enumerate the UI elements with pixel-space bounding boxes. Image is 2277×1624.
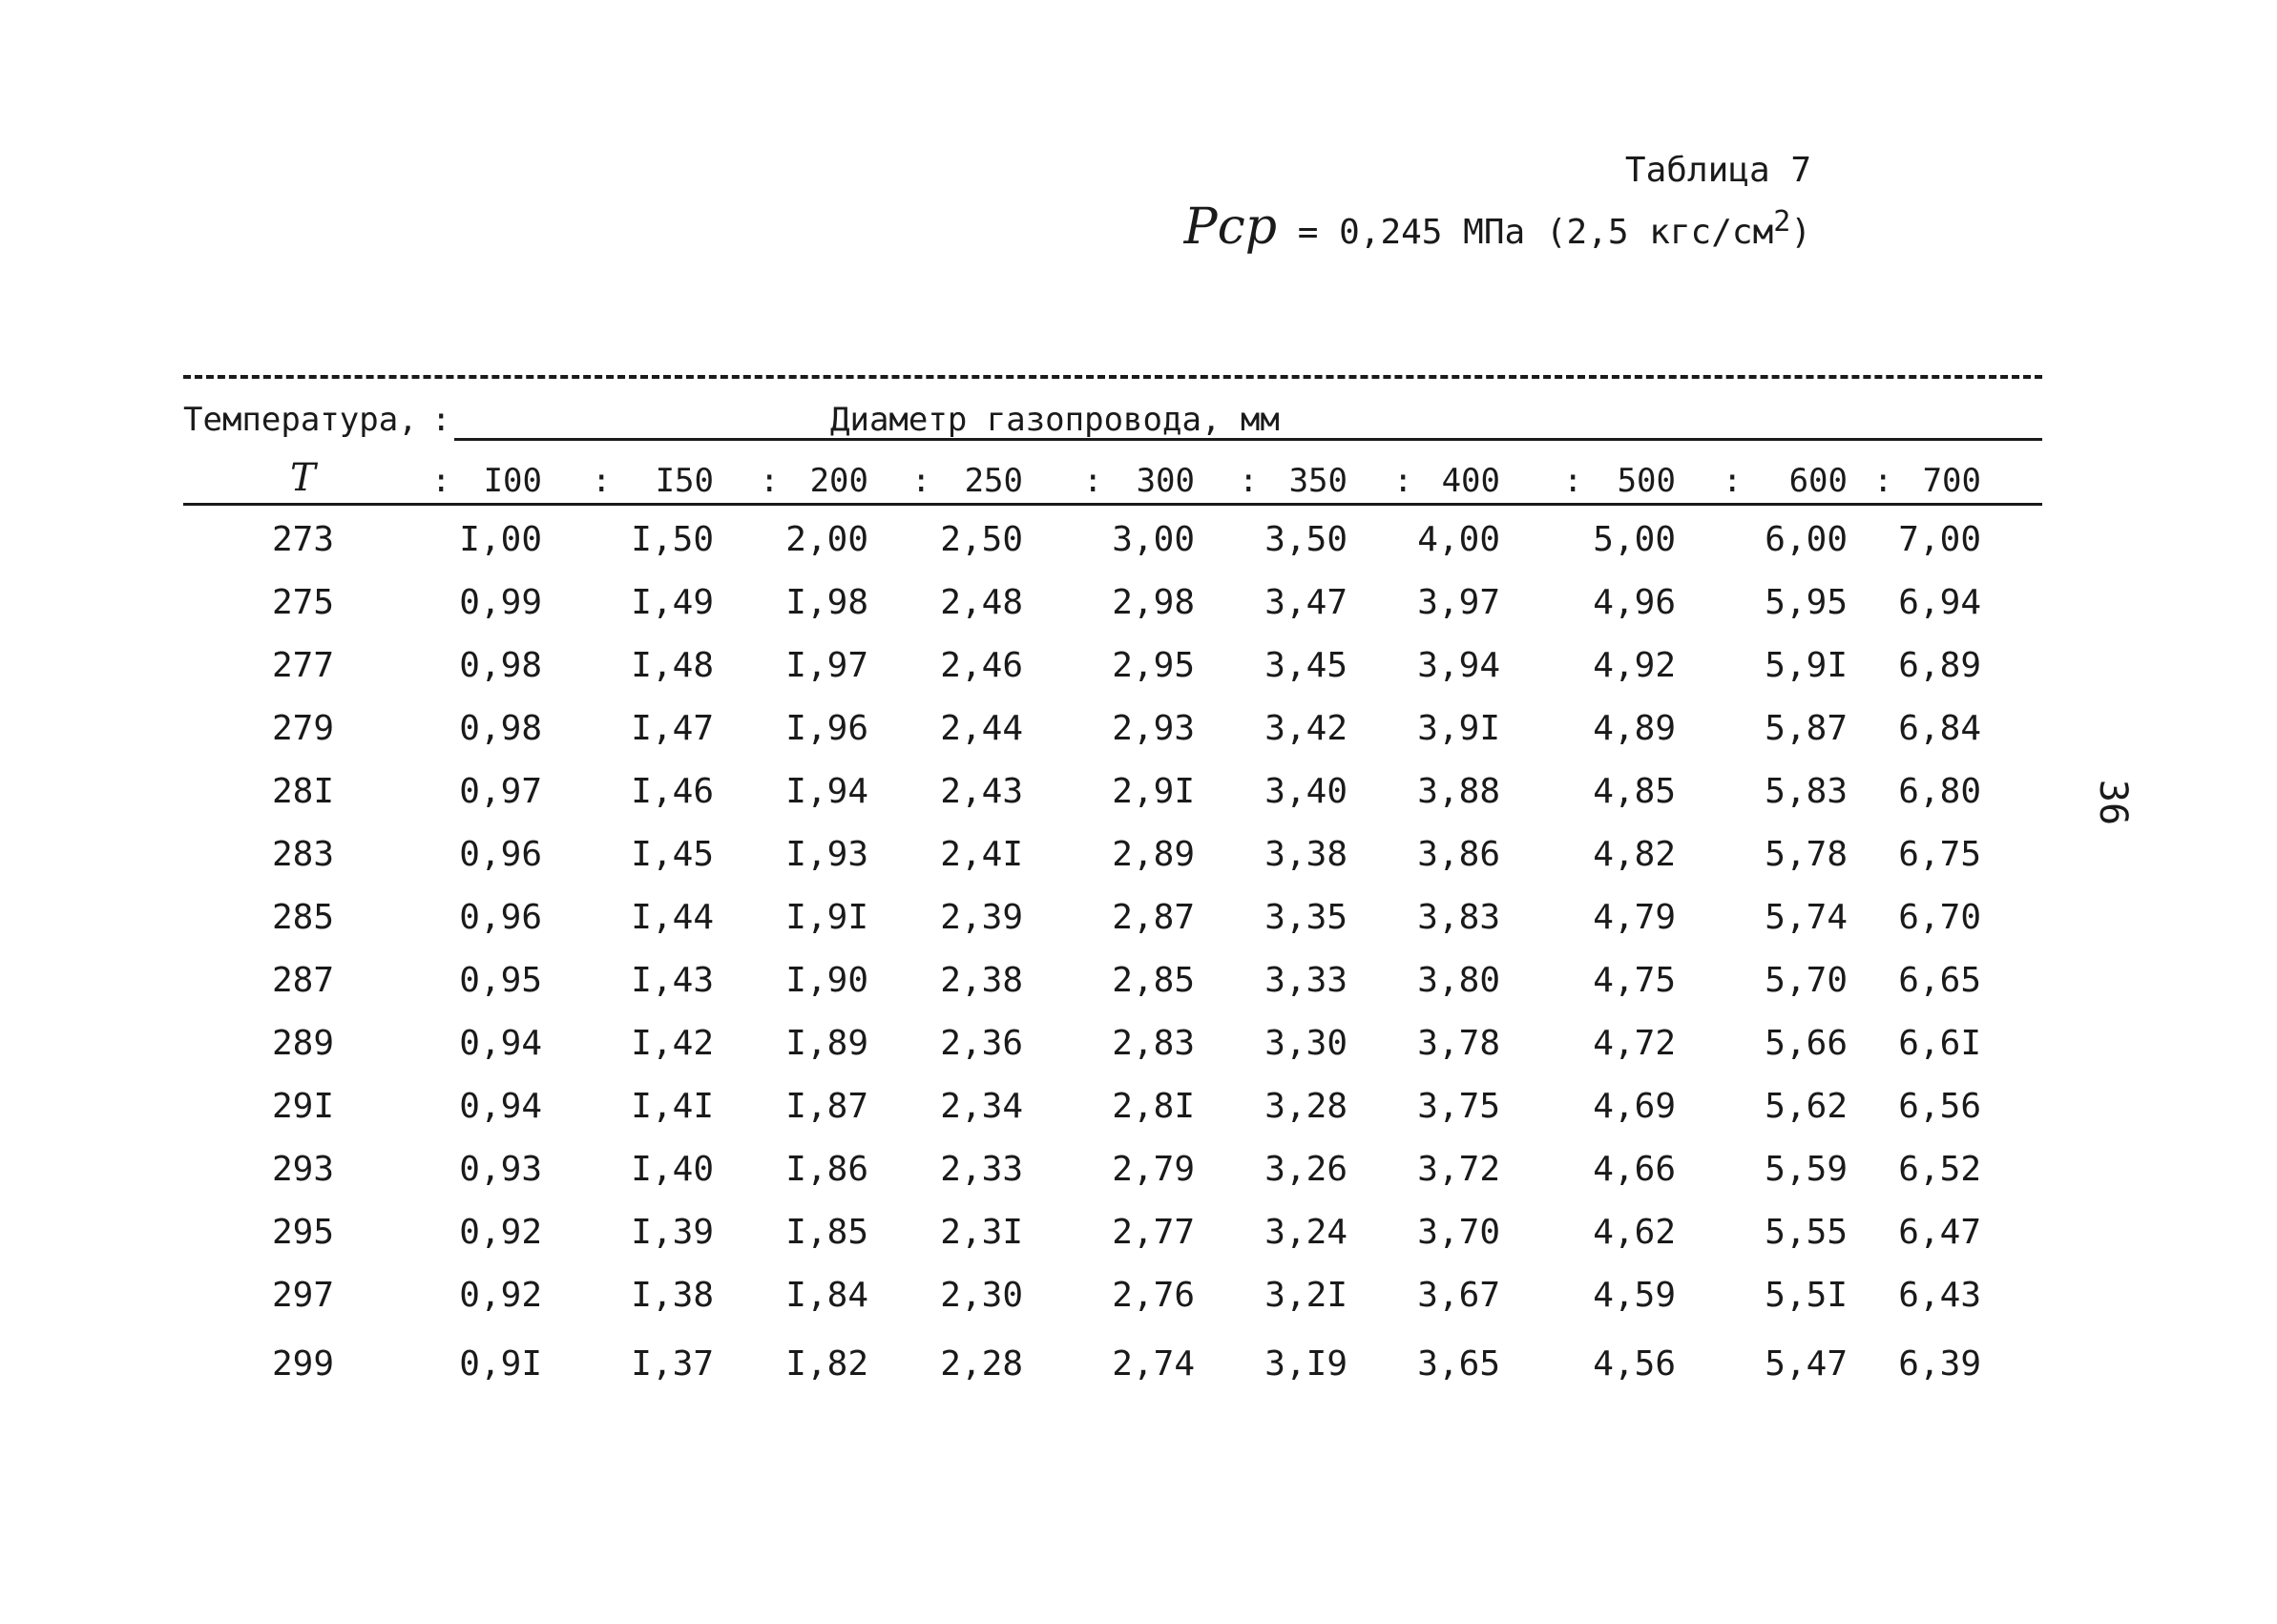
temperature-cell: 293 <box>271 1150 334 1189</box>
pressure-close-paren: ) <box>1790 213 1811 252</box>
coefficient-cell: 4,59 <box>1593 1276 1676 1315</box>
coefficient-cell: 3,88 <box>1417 772 1500 811</box>
coefficient-cell: 6,52 <box>1898 1150 1981 1189</box>
coefficient-cell: I,86 <box>785 1150 868 1189</box>
coefficient-cell: 3,47 <box>1264 583 1347 622</box>
coefficient-cell: 3,35 <box>1264 898 1347 937</box>
coefficient-cell: I,85 <box>785 1213 868 1252</box>
coefficient-cell: 3,24 <box>1264 1213 1347 1252</box>
coefficient-cell: I,47 <box>631 709 714 748</box>
diameter-column-header: 700 <box>1922 462 1981 500</box>
diameter-column-header: 300 <box>1136 462 1195 500</box>
coefficient-cell: 0,99 <box>459 583 542 622</box>
coefficient-cell: 3,50 <box>1264 520 1347 559</box>
temperature-cell: 28I <box>271 772 334 811</box>
temperature-cell: 299 <box>271 1344 334 1384</box>
diameter-column-header: I50 <box>655 462 714 500</box>
coefficient-cell: 6,70 <box>1898 898 1981 937</box>
column-separator: : <box>1873 462 1893 500</box>
temperature-cell: 295 <box>271 1213 334 1252</box>
coefficient-cell: I,00 <box>459 520 542 559</box>
coefficient-cell: 2,34 <box>940 1087 1023 1126</box>
coefficient-cell: 6,6I <box>1898 1024 1981 1063</box>
coefficient-cell: 3,28 <box>1264 1087 1347 1126</box>
coefficient-cell: 4,72 <box>1593 1024 1676 1063</box>
diameter-column-header: 500 <box>1617 462 1676 500</box>
coefficient-cell: I,40 <box>631 1150 714 1189</box>
diameter-group-header: Диаметр газопровода, мм <box>830 401 1280 439</box>
column-separator: : <box>760 462 780 500</box>
coefficient-cell: I,94 <box>785 772 868 811</box>
coefficient-cell: 0,97 <box>459 772 542 811</box>
coefficient-cell: I,42 <box>631 1024 714 1063</box>
coefficient-cell: 2,48 <box>940 583 1023 622</box>
coefficient-cell: I,97 <box>785 646 868 685</box>
coefficient-cell: 3,2I <box>1264 1276 1347 1315</box>
coefficient-cell: 3,94 <box>1417 646 1500 685</box>
coefficient-cell: 3,38 <box>1264 835 1347 874</box>
coefficient-cell: I,84 <box>785 1276 868 1315</box>
coefficient-cell: 3,45 <box>1264 646 1347 685</box>
coefficient-cell: 3,30 <box>1264 1024 1347 1063</box>
coefficient-cell: 4,00 <box>1417 520 1500 559</box>
coefficient-cell: 2,4I <box>940 835 1023 874</box>
coefficient-cell: 2,74 <box>1112 1344 1195 1384</box>
coefficient-cell: 2,30 <box>940 1276 1023 1315</box>
temperature-cell: 29I <box>271 1087 334 1126</box>
coefficient-cell: 4,69 <box>1593 1087 1676 1126</box>
coefficient-cell: 2,8I <box>1112 1087 1195 1126</box>
diameter-group-rule <box>454 438 2042 441</box>
coefficient-cell: 5,62 <box>1765 1087 1848 1126</box>
pressure-exponent: 2 <box>1773 205 1791 239</box>
page-number: 36 <box>2091 779 2136 826</box>
coefficient-cell: 6,47 <box>1898 1213 1981 1252</box>
coefficient-cell: 3,72 <box>1417 1150 1500 1189</box>
coefficient-cell: 0,92 <box>459 1213 542 1252</box>
coefficient-cell: 0,92 <box>459 1276 542 1315</box>
coefficient-cell: 4,96 <box>1593 583 1676 622</box>
coefficient-cell: I,43 <box>631 961 714 1000</box>
coefficient-cell: 5,74 <box>1765 898 1848 937</box>
coefficient-cell: 3,83 <box>1417 898 1500 937</box>
coefficient-cell: 0,9I <box>459 1344 542 1384</box>
coefficient-cell: 5,95 <box>1765 583 1848 622</box>
coefficient-cell: 3,26 <box>1264 1150 1347 1189</box>
temperature-cell: 283 <box>271 835 334 874</box>
temperature-cell: 279 <box>271 709 334 748</box>
coefficient-cell: 2,33 <box>940 1150 1023 1189</box>
coefficient-cell: 6,80 <box>1898 772 1981 811</box>
coefficient-cell: 3,I9 <box>1264 1344 1347 1384</box>
coefficient-cell: 2,00 <box>785 520 868 559</box>
coefficient-cell: 2,89 <box>1112 835 1195 874</box>
coefficient-cell: I,96 <box>785 709 868 748</box>
coefficient-cell: 3,40 <box>1264 772 1347 811</box>
coefficient-cell: 6,39 <box>1898 1344 1981 1384</box>
coefficient-cell: 5,66 <box>1765 1024 1848 1063</box>
coefficient-cell: I,82 <box>785 1344 868 1384</box>
coefficient-cell: 6,43 <box>1898 1276 1981 1315</box>
coefficient-cell: 7,00 <box>1898 520 1981 559</box>
temperature-cell: 297 <box>271 1276 334 1315</box>
coefficient-cell: 5,87 <box>1765 709 1848 748</box>
coefficient-cell: 4,75 <box>1593 961 1676 1000</box>
coefficient-cell: 2,79 <box>1112 1150 1195 1189</box>
coefficient-cell: 0,94 <box>459 1087 542 1126</box>
coefficient-cell: 2,85 <box>1112 961 1195 1000</box>
coefficient-cell: 4,56 <box>1593 1344 1676 1384</box>
coefficient-cell: 2,36 <box>940 1024 1023 1063</box>
coefficient-cell: 4,89 <box>1593 709 1676 748</box>
coefficient-cell: 3,67 <box>1417 1276 1500 1315</box>
coefficient-cell: 6,65 <box>1898 961 1981 1000</box>
diameter-column-header: 400 <box>1441 462 1500 500</box>
diameter-column-header: 250 <box>964 462 1023 500</box>
coefficient-cell: 2,93 <box>1112 709 1195 748</box>
coefficient-cell: 6,89 <box>1898 646 1981 685</box>
coefficient-cell: I,49 <box>631 583 714 622</box>
diameter-column-header: 600 <box>1788 462 1848 500</box>
coefficient-cell: I,37 <box>631 1344 714 1384</box>
coefficient-cell: 0,98 <box>459 646 542 685</box>
coefficient-cell: 2,50 <box>940 520 1023 559</box>
pressure-symbol: Pcp <box>1183 198 1278 256</box>
coefficient-cell: 2,44 <box>940 709 1023 748</box>
coefficient-cell: 0,96 <box>459 835 542 874</box>
header-bottom-rule <box>183 503 2042 506</box>
coefficient-cell: I,98 <box>785 583 868 622</box>
coefficient-cell: 2,76 <box>1112 1276 1195 1315</box>
table-top-rule <box>183 375 2042 379</box>
temperature-cell: 273 <box>271 520 334 559</box>
coefficient-cell: 2,9I <box>1112 772 1195 811</box>
coefficient-cell: 5,83 <box>1765 772 1848 811</box>
coefficient-cell: 2,46 <box>940 646 1023 685</box>
coefficient-cell: 3,78 <box>1417 1024 1500 1063</box>
column-separator: : <box>1723 462 1743 500</box>
coefficient-cell: I,9I <box>785 898 868 937</box>
coefficient-cell: 5,59 <box>1765 1150 1848 1189</box>
temperature-cell: 275 <box>271 583 334 622</box>
coefficient-cell: 5,70 <box>1765 961 1848 1000</box>
coefficient-cell: 2,95 <box>1112 646 1195 685</box>
coefficient-cell: I,87 <box>785 1087 868 1126</box>
coefficient-cell: 2,98 <box>1112 583 1195 622</box>
temperature-cell: 289 <box>271 1024 334 1063</box>
coefficient-cell: 5,9I <box>1765 646 1848 685</box>
coefficient-cell: I,4I <box>631 1087 714 1126</box>
coefficient-cell: 0,96 <box>459 898 542 937</box>
diameter-column-header: I00 <box>483 462 542 500</box>
coefficient-cell: 2,43 <box>940 772 1023 811</box>
coefficient-cell: 3,00 <box>1112 520 1195 559</box>
coefficient-cell: I,45 <box>631 835 714 874</box>
column-separator: : <box>1239 462 1259 500</box>
coefficient-cell: 3,65 <box>1417 1344 1500 1384</box>
coefficient-cell: I,44 <box>631 898 714 937</box>
coefficient-cell: 3,70 <box>1417 1213 1500 1252</box>
coefficient-cell: 6,84 <box>1898 709 1981 748</box>
coefficient-cell: I,89 <box>785 1024 868 1063</box>
diameter-column-header: 350 <box>1288 462 1347 500</box>
temperature-header: Температура, <box>183 401 418 439</box>
coefficient-cell: 0,93 <box>459 1150 542 1189</box>
header-separator: : <box>431 401 451 439</box>
coefficient-cell: I,39 <box>631 1213 714 1252</box>
column-separator: : <box>1083 462 1103 500</box>
column-separator: : <box>1563 462 1583 500</box>
column-separator: : <box>1393 462 1413 500</box>
coefficient-cell: 3,33 <box>1264 961 1347 1000</box>
temperature-symbol: T <box>290 456 316 500</box>
coefficient-cell: 6,56 <box>1898 1087 1981 1126</box>
coefficient-cell: 5,78 <box>1765 835 1848 874</box>
coefficient-cell: 0,98 <box>459 709 542 748</box>
coefficient-cell: 3,75 <box>1417 1087 1500 1126</box>
pressure-value: = 0,245 МПа (2,5 кгс/см <box>1277 213 1774 252</box>
coefficient-cell: 3,9I <box>1417 709 1500 748</box>
coefficient-cell: 4,92 <box>1593 646 1676 685</box>
coefficient-cell: 0,94 <box>459 1024 542 1063</box>
coefficient-cell: 2,28 <box>940 1344 1023 1384</box>
coefficient-cell: 2,3I <box>940 1213 1023 1252</box>
coefficient-cell: 2,83 <box>1112 1024 1195 1063</box>
coefficient-cell: 4,62 <box>1593 1213 1676 1252</box>
coefficient-cell: I,93 <box>785 835 868 874</box>
coefficient-cell: 2,87 <box>1112 898 1195 937</box>
coefficient-cell: 5,47 <box>1765 1344 1848 1384</box>
coefficient-cell: 2,77 <box>1112 1213 1195 1252</box>
temperature-cell: 277 <box>271 646 334 685</box>
column-separator: : <box>911 462 931 500</box>
coefficient-cell: 6,00 <box>1765 520 1848 559</box>
coefficient-cell: 2,38 <box>940 961 1023 1000</box>
coefficient-cell: 6,75 <box>1898 835 1981 874</box>
temperature-cell: 287 <box>271 961 334 1000</box>
coefficient-cell: I,48 <box>631 646 714 685</box>
diameter-column-header: 200 <box>809 462 868 500</box>
coefficient-cell: 3,86 <box>1417 835 1500 874</box>
coefficient-cell: 2,39 <box>940 898 1023 937</box>
coefficient-cell: I,46 <box>631 772 714 811</box>
table-caption: Таблица 7 <box>1624 151 1811 190</box>
coefficient-cell: 5,5I <box>1765 1276 1848 1315</box>
coefficient-cell: I,50 <box>631 520 714 559</box>
coefficient-cell: 4,82 <box>1593 835 1676 874</box>
coefficient-cell: 4,79 <box>1593 898 1676 937</box>
coefficient-cell: I,90 <box>785 961 868 1000</box>
column-separator: : <box>592 462 612 500</box>
coefficient-cell: 5,55 <box>1765 1213 1848 1252</box>
coefficient-cell: 3,42 <box>1264 709 1347 748</box>
coefficient-cell: 0,95 <box>459 961 542 1000</box>
temperature-cell: 285 <box>271 898 334 937</box>
coefficient-cell: 6,94 <box>1898 583 1981 622</box>
coefficient-cell: I,38 <box>631 1276 714 1315</box>
coefficient-cell: 3,80 <box>1417 961 1500 1000</box>
column-separator: : <box>431 462 451 500</box>
coefficient-cell: 3,97 <box>1417 583 1500 622</box>
coefficient-cell: 4,66 <box>1593 1150 1676 1189</box>
pressure-formula <box>1184 198 1811 256</box>
coefficient-cell: 4,85 <box>1593 772 1676 811</box>
coefficient-cell: 5,00 <box>1593 520 1676 559</box>
